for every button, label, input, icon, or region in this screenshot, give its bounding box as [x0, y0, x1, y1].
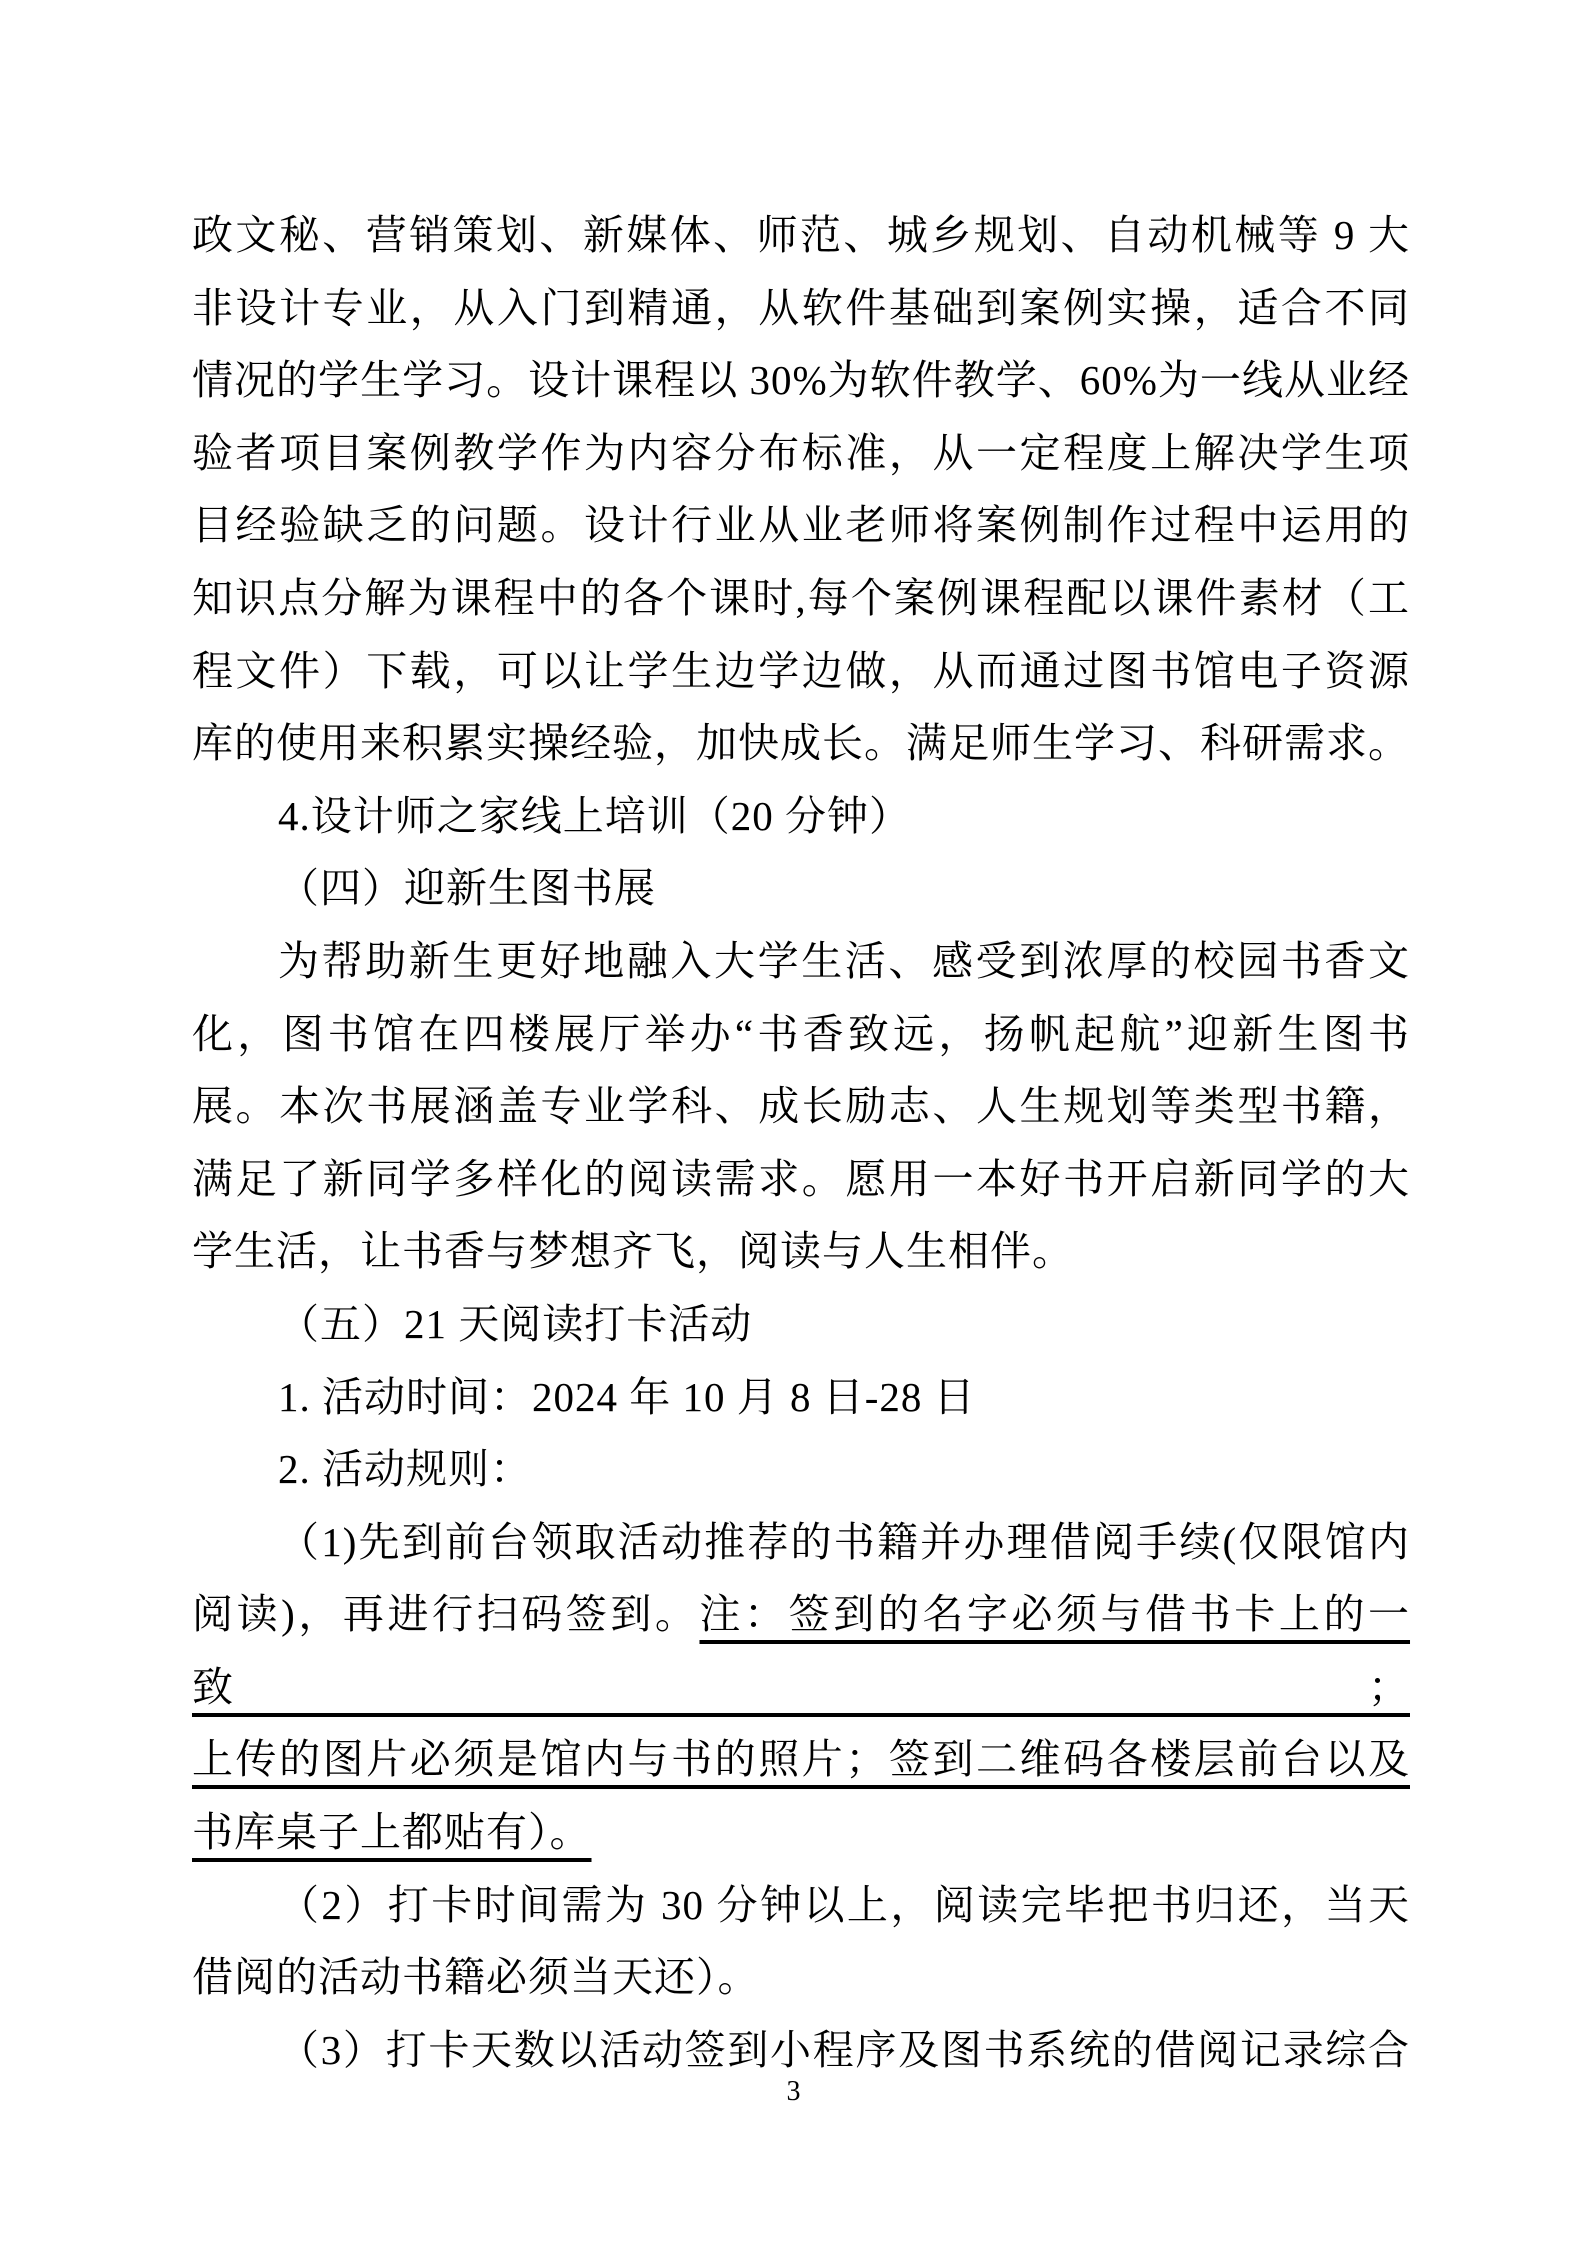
text-line	[192, 707, 1410, 780]
text-line	[192, 1070, 1410, 1143]
text-line	[192, 199, 1410, 272]
text-run: 展。本次书展涵盖专业学科、成长励志、人生规划等类型书籍，	[192, 1083, 1410, 1130]
text-run: 为帮助新生更好地融入大学生活、感受到浓厚的校园书香文	[278, 937, 1410, 984]
text-run: 借阅的活动书籍必须当天还）。	[192, 1954, 760, 2001]
underlined-text-run: 书库桌子上都贴有）。	[192, 1809, 592, 1856]
text-line	[192, 1143, 1410, 1216]
document-body	[192, 199, 1410, 2086]
text-line	[192, 417, 1410, 490]
text-run: 程文件）下载，可以让学生边学边做，从而通过图书馆电子资源	[192, 647, 1410, 694]
text-run: （五）21 天阅读打卡活动	[278, 1300, 753, 1347]
text-run: 1. 活动时间：2024 年 10 月 8 日-28 日	[278, 1373, 976, 1420]
text-run: 非设计专业，从入门到精通，从软件基础到案例实操，适合不同	[192, 284, 1410, 331]
text-line	[192, 489, 1410, 562]
page-number: 3	[786, 2076, 801, 2107]
text-run: 知识点分解为课程中的各个课时,每个案例课程配以课件素材（工	[192, 574, 1410, 621]
text-run: 2. 活动规则：	[278, 1446, 532, 1493]
text-run: 4.设计师之家线上培训（20 分钟）	[278, 792, 911, 839]
text-line	[192, 272, 1410, 345]
text-run: 阅读)，再进行扫码签到。	[192, 1591, 700, 1638]
text-line	[192, 1723, 1410, 1796]
text-line	[192, 998, 1410, 1071]
text-run: 化，图书馆在四楼展厅举办“书香致远，扬帆起航”迎新生图书	[192, 1010, 1410, 1057]
text-run: （四）迎新生图书展	[278, 865, 656, 912]
text-run: 验者项目案例教学作为内容分布标准，从一定程度上解决学生项	[192, 429, 1410, 476]
text-line	[192, 1869, 1410, 1942]
text-run: （1)先到前台领取活动推荐的书籍并办理借阅手续(仅限馆内	[278, 1518, 1410, 1565]
text-line	[192, 1578, 1410, 1723]
text-line-heading	[192, 852, 1410, 925]
text-line	[192, 1215, 1410, 1288]
text-run: 政文秘、营销策划、新媒体、师范、城乡规划、自动机械等 9 大	[192, 212, 1410, 258]
text-line	[192, 635, 1410, 708]
text-run: （2）打卡时间需为 30 分钟以上，阅读完毕把书归还，当天	[278, 1881, 1410, 1928]
page-footer	[0, 2072, 1587, 2112]
text-line	[192, 1796, 1410, 1869]
text-line-heading	[192, 1288, 1410, 1361]
underlined-text-run: 注：签到的名字必须与借书卡上的一致；	[192, 1591, 1411, 1710]
text-run: 情况的学生学习。设计课程以 30%为软件教学、60%为一线从业经	[192, 357, 1410, 404]
text-line	[192, 1506, 1410, 1579]
text-run: （3）打卡天数以活动签到小程序及图书系统的借阅记录综合	[278, 2026, 1410, 2073]
underlined-text-run: 上传的图片必须是馆内与书的照片；签到二维码各楼层前台以及	[192, 1736, 1410, 1783]
text-line	[192, 925, 1410, 998]
text-line	[192, 562, 1410, 635]
text-run: 学生活，让书香与梦想齐飞，阅读与人生相伴。	[192, 1228, 1074, 1275]
text-run: 满足了新同学多样化的阅读需求。愿用一本好书开启新同学的大	[192, 1155, 1410, 1202]
text-line	[192, 344, 1410, 417]
text-line	[192, 1433, 1410, 1506]
text-run: 目经验缺乏的问题。设计行业从业老师将案例制作过程中运用的	[192, 502, 1410, 549]
text-line	[192, 1941, 1410, 2014]
text-line-heading	[192, 780, 1410, 853]
text-line	[192, 1361, 1410, 1434]
text-run: 库的使用来积累实操经验，加快成长。满足师生学习、科研需求。	[192, 720, 1410, 767]
